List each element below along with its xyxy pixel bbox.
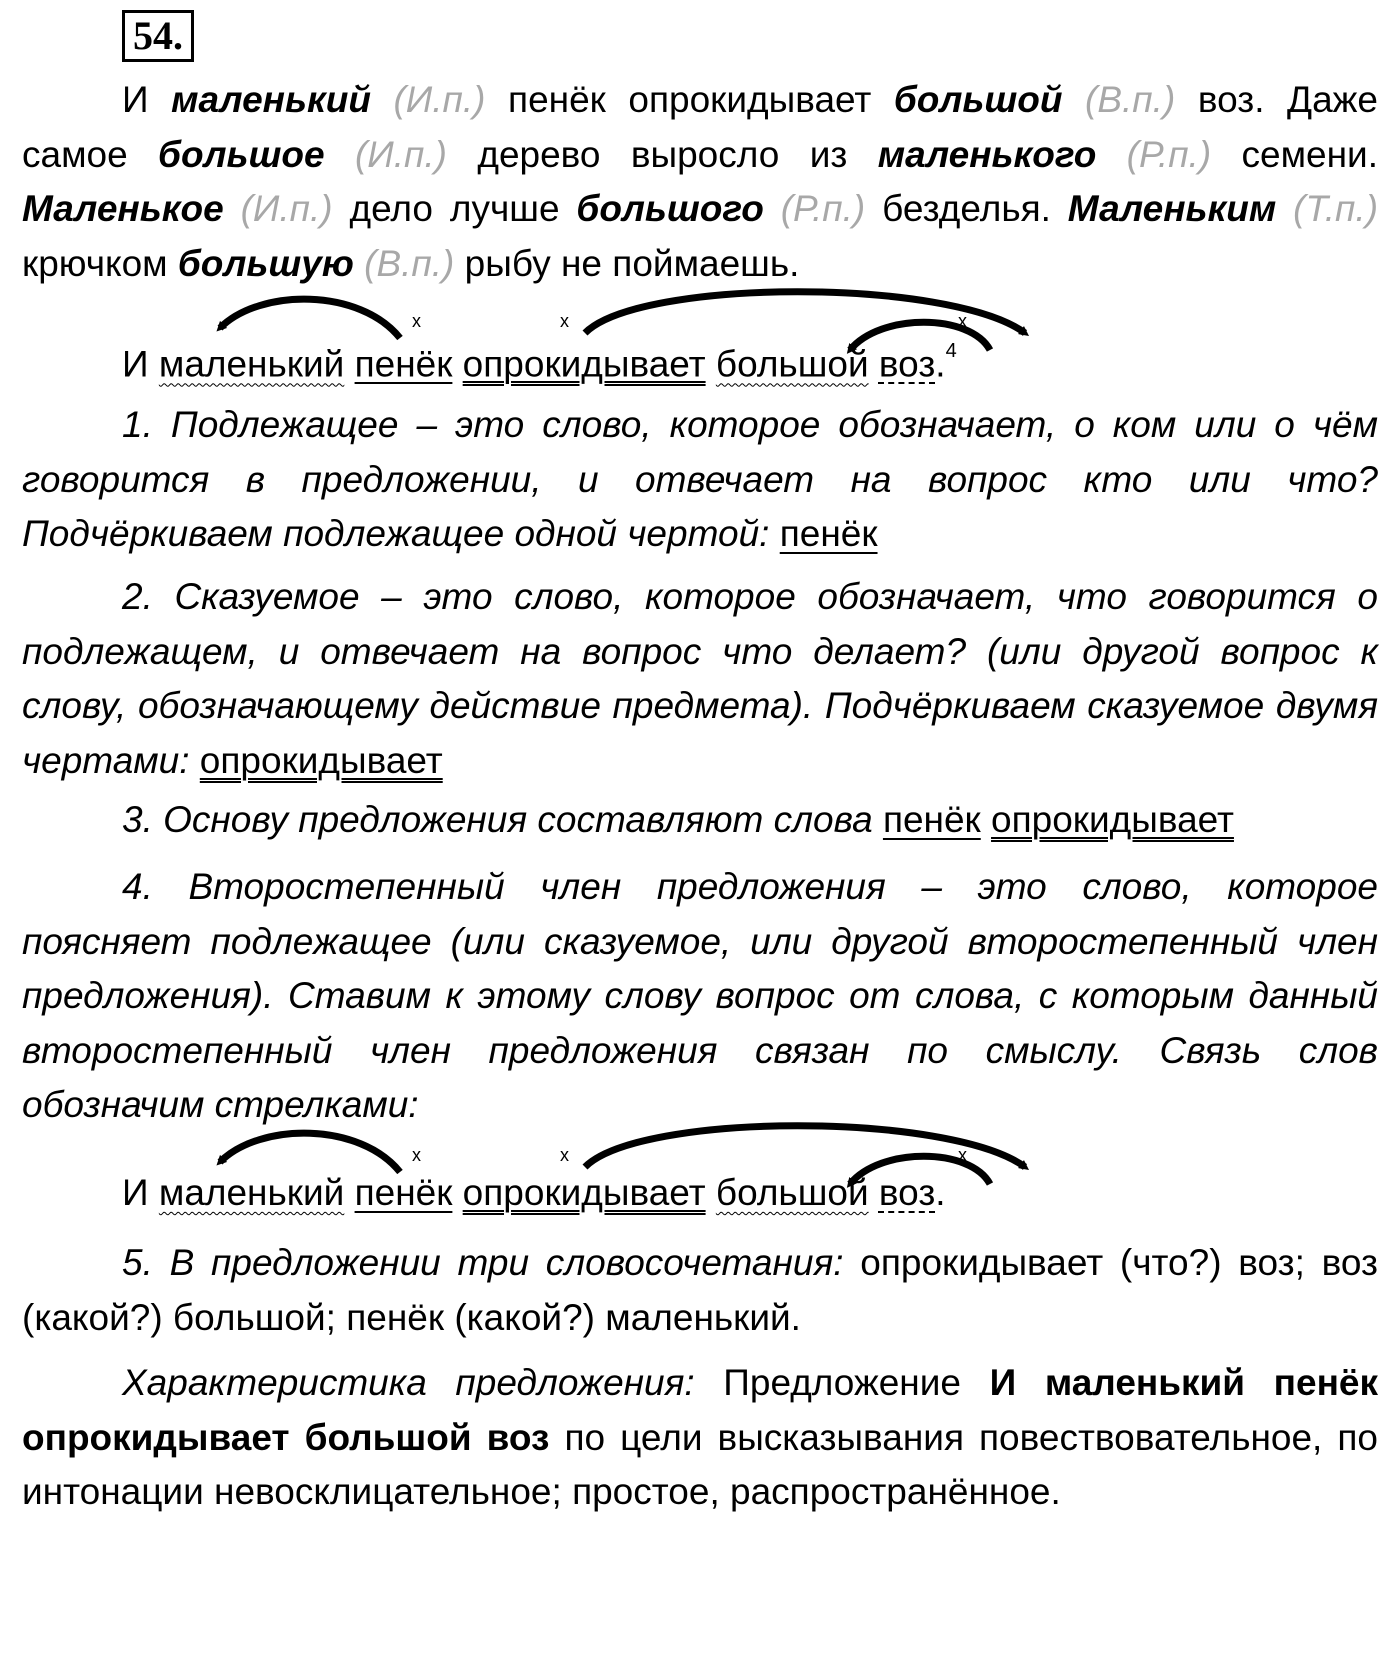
step-4: 4. Второстепенный член предложения – это слово, которое поясняет подлежащее (или сказуемое, или другой второстепенный член предложения). Ставим к этому слову вопрос от слова, с которым данный второстепенный член предложения связан по смыслу. Связь слов обозначим стрелками: <box>22 866 1378 1125</box>
x-mark: x <box>958 1145 967 1165</box>
step-3: 3. Основу предложения составляют слова пенёк опрокидывает <box>122 799 1234 840</box>
exercise-number: 54. <box>122 10 194 62</box>
word-penek: пенёк <box>354 1172 453 1213</box>
proverbs-paragraph: И маленький (И.п.) пенёк опрокидывает большой (В.п.) воз. Даже самое большое (И.п.) дерево выросло из маленького (Р.п.) семени. Маленькое (И.п.) дело лучше большого (Р.п.) безделья. Маленьким (Т.п.) крючком большую (В.п.) рыбу не поймаешь. <box>22 79 1379 284</box>
step-5: 5. В предложении три словосочетания: опрокидывает (что?) воз; воз (какой?) большой; пенёк (какой?) маленький. <box>22 1242 1379 1338</box>
parse-sentence-2: И маленький пенёк опрокидывает большой воз. <box>122 1172 946 1213</box>
x-mark: x <box>412 311 421 331</box>
step-3-subject: пенёк <box>882 799 981 840</box>
step-1: 1. Подлежащее – это слово, которое обозначает, о ком или о чём говорится в предложении, и отвечает на вопрос кто или что? Подчёркиваем подлежащее одной чертой: пенёк <box>22 404 1378 554</box>
step-1-example: пенёк <box>779 513 878 554</box>
parse-sentence-1: И маленький пенёк опрокидывает большой воз.$^4$ <box>122 340 957 385</box>
word-malenkiy: маленький <box>158 1172 345 1213</box>
word-voz: воз <box>878 1172 936 1213</box>
step-2-example: опрокидывает <box>199 739 443 781</box>
step-3-predicate: опрокидывает <box>991 799 1234 840</box>
word-oprokidyvaet: опрокидывает <box>462 343 706 385</box>
x-mark: x <box>412 1145 421 1165</box>
word-bolshoy: большой <box>715 343 869 385</box>
characteristic: Характеристика предложения: Предложение И маленький пенёк опрокидывает большой воз по цели высказывания повествовательное, по интонации невосклицательное; простое, распространённое. <box>22 1362 1379 1512</box>
word-penek: пенёк <box>354 343 453 385</box>
word-oprokidyvaet: опрокидывает <box>462 1172 706 1213</box>
x-mark: x <box>560 1145 569 1165</box>
footnote-mark: 4 <box>945 340 957 362</box>
x-mark: x <box>560 311 569 331</box>
word-voz: воз <box>878 343 936 385</box>
word-malenkiy: маленький <box>158 343 345 385</box>
word-bolshoy: большой <box>715 1172 869 1213</box>
step-2: 2. Сказуемое – это слово, которое обозначает, что говорится о подлежащем, и отвечает на вопрос что делает? (или другой вопрос к слову, обозначающему действие предмета). Подчёркиваем сказуемое двумя чертами: опрокидывает <box>22 576 1378 781</box>
x-mark: x <box>958 311 967 331</box>
